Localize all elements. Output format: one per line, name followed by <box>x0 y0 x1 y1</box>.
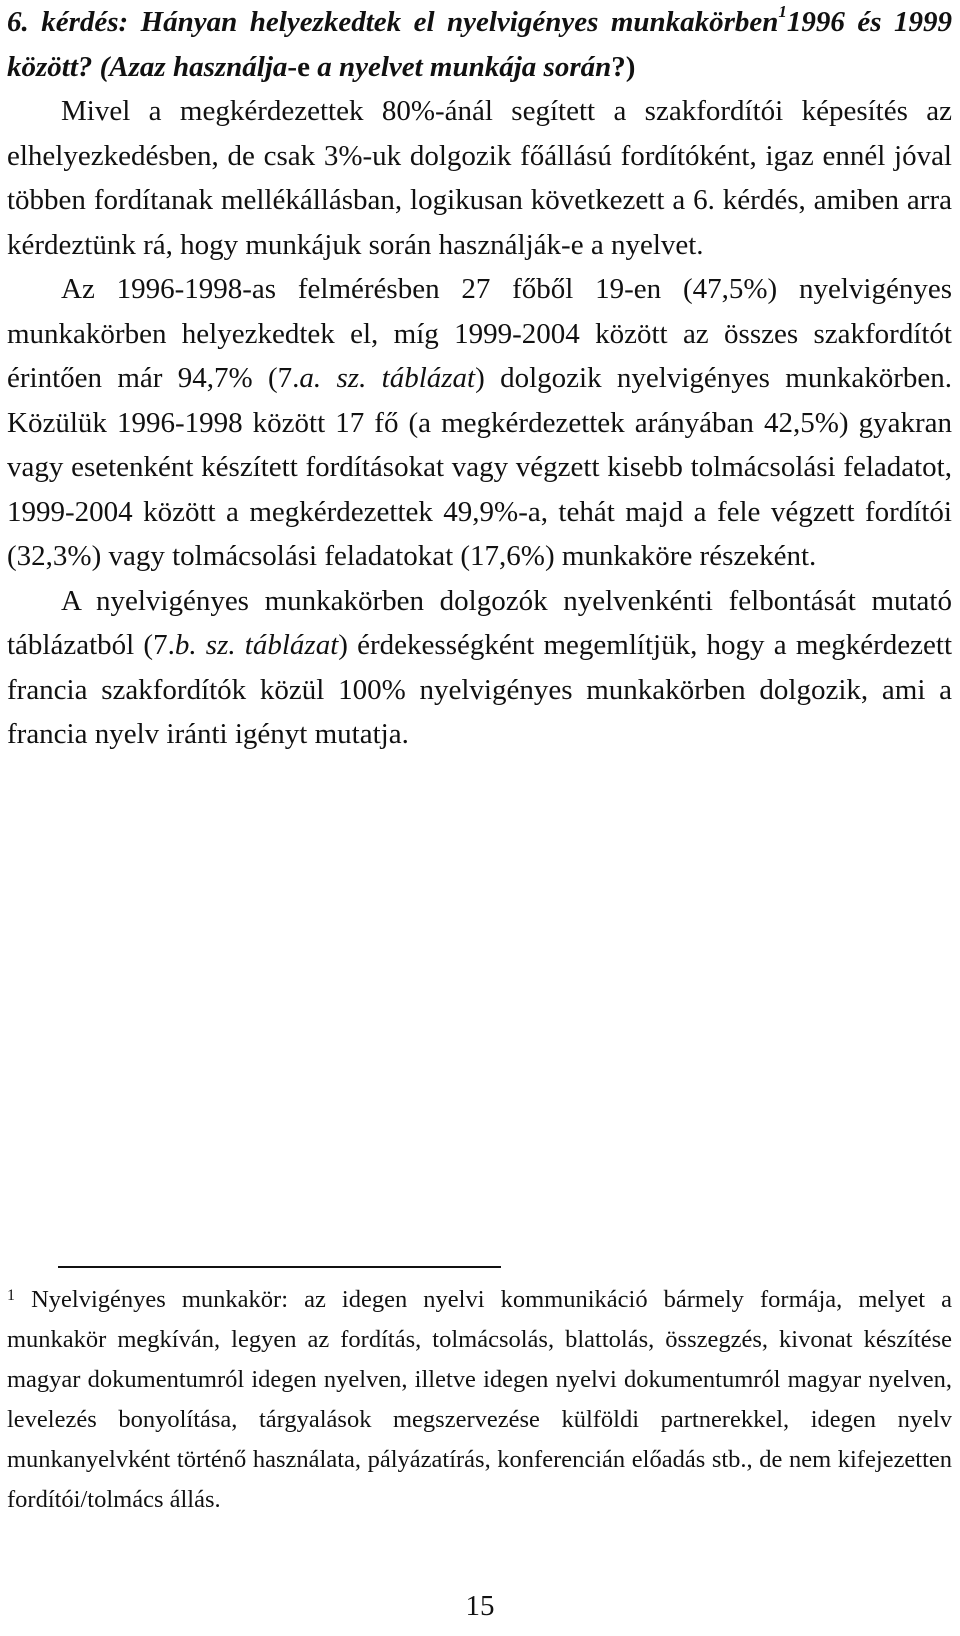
footnote-marker: 1 <box>7 1287 15 1304</box>
table-reference-7b: b. sz. táblázat <box>174 629 339 661</box>
paragraph-3-text-a: A nyelvigényes munkakörben dolgozók nyelvenkénti felbontását mutató táblázatból (7. <box>7 584 952 661</box>
footnote-separator <box>58 1266 501 1268</box>
paragraph-3-text-c: ) érdekességként megemlítjük, hogy a megkérdezett francia szakfordítók közül 100% nyelvigényes munkakörben dolgozik, ami a francia nyelv iránti igényt mutatja. <box>7 629 953 750</box>
paragraph-1: Mivel a megkérdezettek 80%-ánál segített a szakfordítói képesítés az elhelyezkedésben, de csak 3%-uk dolgozik főállású fordítóként, igaz ennél jóval többen fordítanak mellékállásban, logikusan következett a 6. kérdés, amiben arra kérdeztünk rá, hogy munkájuk során használják-e a nyelvet. <box>7 95 952 261</box>
footnote <box>7 1280 952 1520</box>
paragraph-3 <box>7 579 952 757</box>
heading-part-3: -e <box>287 50 310 83</box>
paragraph-2-text-c: ) dolgozik nyelvigényes munkakörben. Közülük 1996-1998 között 17 fő (a megkérdezettek arányában 42,5%) gyakran vagy esetenként készített fordításokat vagy végzett kisebb tolmácsolási feladatot, 1999-2004 között a megkérdezettek 49,9%-a, tehát majd a fele végzett fordítói (32,3%) vagy tolmácsolási feladatokat (17,6%) munkaköre részeként. <box>7 362 952 572</box>
heading-part-1: 6. kérdés: Hányan helyezkedtek el nyelvigényes munkakörben <box>7 6 779 38</box>
main-text <box>7 0 952 757</box>
footnote-text: Nyelvigényes munkakör: az idegen nyelvi kommunikáció bármely formája, melyet a munkakör megkíván, legyen az fordítás, tolmácsolás, blattolás, összegzés, kivonat készítése magyar dokumentumról idegen nyelven, illetve idegen nyelvi dokumentumról magyar nyelven, levelezés bonyolítása, tárgyalások megszervezése külföldi partnerekkel, idegen nyelv munkanyelvként történő használata, pályázatírás, konferencián előadás stb., de nem kifejezetten fordítói/tolmács állás. <box>7 1286 952 1513</box>
heading-part-4: a nyelvet munkája során <box>309 50 612 83</box>
question-heading <box>7 0 952 89</box>
page-number: 15 <box>465 1590 495 1622</box>
heading-part-5: ?) <box>611 50 636 83</box>
paragraph-2 <box>7 267 952 579</box>
heading-part-2: 1996 és 1999 között? (Azaz használja <box>7 6 952 83</box>
footnote-reference: 1 <box>778 2 787 22</box>
table-reference-7a: a. sz. táblázat <box>299 362 476 394</box>
paragraph-2-text-a: Az 1996-1998-as felmérésben 27 főből 19-en (47,5%) nyelvigényes munkakörben helyezkedtek el, míg 1999-2004 között az összes szakfordítót érintően már 94,7% (7. <box>7 273 952 394</box>
